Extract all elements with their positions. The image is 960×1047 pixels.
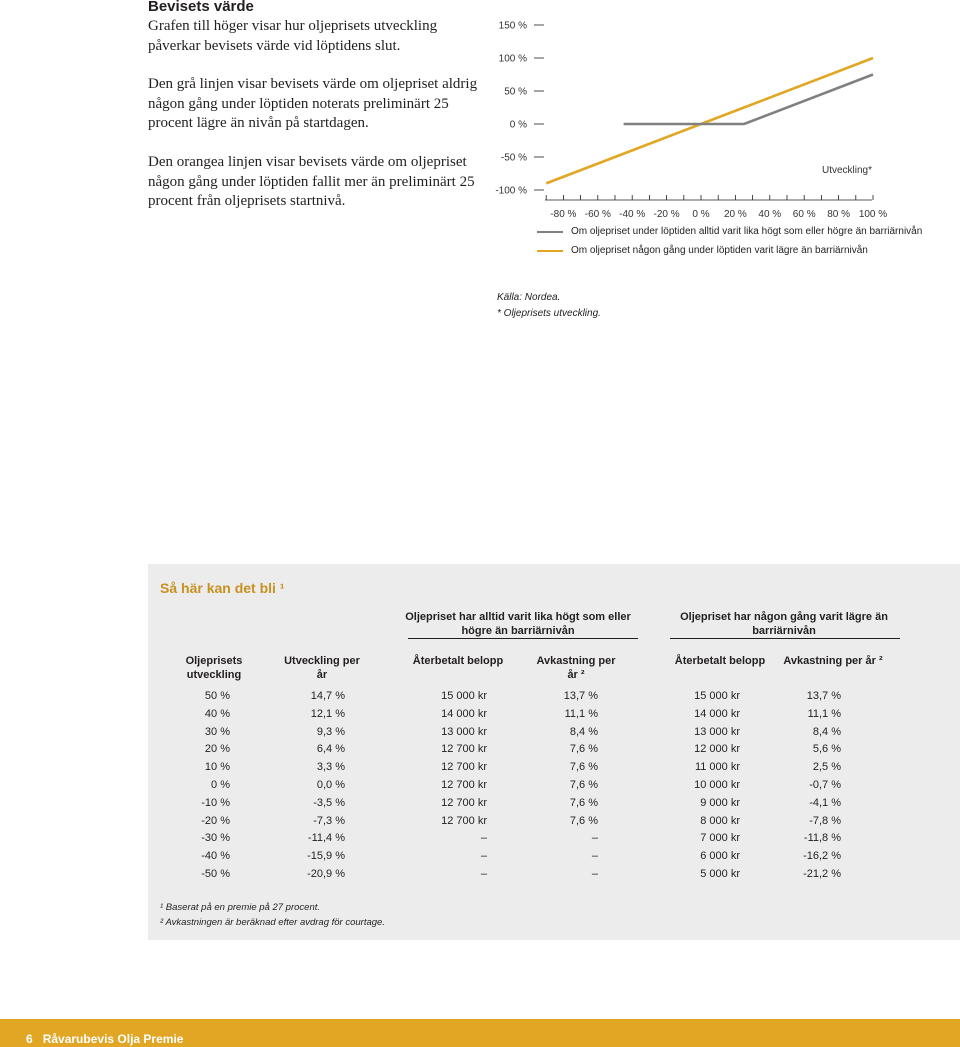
table-cell: – <box>591 832 598 845</box>
value-chart <box>490 18 890 218</box>
x-tick-label: 40 % <box>758 209 782 218</box>
table-row <box>148 848 960 866</box>
x-tick-label: 20 % <box>724 209 747 218</box>
table-cell: 14 000 kr <box>694 707 740 720</box>
table-cell: 30 % <box>204 725 230 738</box>
table-title: Så här kan det bli ¹ <box>160 580 285 596</box>
table-cell: -3,5 % <box>313 796 345 809</box>
legend-orange-label: Om oljepriset någon gång under löptiden varit lägre än barriärnivån <box>571 245 868 256</box>
x-tick-label: 80 % <box>827 209 850 218</box>
table-cell: -40 % <box>201 850 230 863</box>
table-cell: 12 700 kr <box>441 814 487 827</box>
x-tick-label: -80 % <box>550 209 577 218</box>
section-heading: Bevisets värde <box>148 0 254 15</box>
orange-line-paragraph: Den orangea linjen visar bevisets värde om oljepriset någon gång under löptiden fallit mer än preliminärt 25 procent från oljeprisets startnivå. <box>148 154 475 209</box>
col-oil-change: Oljeprisets utveckling <box>185 655 243 681</box>
table-cell: 0 % <box>211 779 230 791</box>
x-tick-label: -40 % <box>619 209 646 218</box>
table-row <box>148 813 960 831</box>
table-cell: 5 000 kr <box>700 868 740 880</box>
table-cell: 13 000 kr <box>441 725 487 738</box>
table-cell: 7,6 % <box>569 814 598 827</box>
y-tick-label: 0 % <box>509 119 527 131</box>
table-cell: 7 000 kr <box>700 832 740 845</box>
legend-grey-label: Om oljepriset under löptiden alltid varit lika högt som eller högre än barriärnivån <box>571 226 923 237</box>
table-cell: 12,1 % <box>310 707 345 720</box>
table-cell: 7,6 % <box>569 796 598 809</box>
legend-grey-swatch <box>537 231 563 233</box>
x-tick-label: -60 % <box>584 209 611 218</box>
table-cell: 13,7 % <box>806 690 841 702</box>
table-cell: 8 000 kr <box>700 814 740 827</box>
table-cell: 50 % <box>204 690 230 702</box>
group-rule-above <box>408 638 638 639</box>
table-cell: -15,9 % <box>307 850 345 863</box>
table-cell: 13 000 kr <box>694 725 740 738</box>
x-tick-label: -20 % <box>653 209 680 218</box>
table-cell: 15 000 kr <box>441 690 487 702</box>
table-row <box>148 724 960 742</box>
table-cell: 7,6 % <box>569 761 598 774</box>
footnote-asterisk: * Oljeprisets utveckling. <box>497 308 601 319</box>
table-cell: 10 000 kr <box>694 779 740 791</box>
table-cell: 2,5 % <box>812 761 841 774</box>
table-row <box>148 741 960 759</box>
table-cell: 6 000 kr <box>700 850 740 863</box>
table-cell: 11,1 % <box>807 707 841 720</box>
table-row <box>148 759 960 777</box>
table-cell: 12 700 kr <box>441 779 487 791</box>
table-cell: – <box>591 850 598 863</box>
table-cell: 12 700 kr <box>441 743 487 756</box>
table-cell: -30 % <box>201 832 230 845</box>
example-table-panel <box>148 564 960 940</box>
table-cell: 8,4 % <box>569 725 598 738</box>
col-repaid-2: Återbetalt belopp <box>674 655 766 667</box>
group-header-above-barrier: Oljepriset har alltid varit lika högt som eller högre än barriärnivån <box>405 611 631 637</box>
table-cell: 7,6 % <box>569 779 598 791</box>
table-cell: – <box>480 850 487 863</box>
table-cell: 9 000 kr <box>700 796 740 809</box>
table-footnote-1: ¹ Baserat på en premie på 27 procent. <box>160 902 321 913</box>
table-cell: -0,7 % <box>809 779 841 791</box>
table-cell: – <box>591 868 598 880</box>
table-cell: 12 700 kr <box>441 761 487 774</box>
y-tick-label: -50 % <box>500 152 527 164</box>
table-cell: 7,6 % <box>569 743 598 756</box>
table-cell: 14 000 kr <box>441 707 487 720</box>
table-cell: -7,3 % <box>313 814 345 827</box>
table-cell: -4,1 % <box>809 796 841 809</box>
source-note: Källa: Nordea. <box>497 292 561 303</box>
table-cell: 5,6 % <box>812 743 841 756</box>
y-tick-label: 150 % <box>498 20 527 32</box>
table-row <box>148 688 960 706</box>
table-cell: -11,4 % <box>307 832 345 845</box>
table-cell: 8,4 % <box>812 725 841 738</box>
table-cell: -10 % <box>201 796 230 809</box>
y-tick-label: -100 % <box>495 185 527 197</box>
table-row <box>148 706 960 724</box>
table-cell: -20,9 % <box>307 868 345 880</box>
col-repaid-1: Återbetalt belopp <box>412 655 504 667</box>
page-number: 6 <box>26 1032 33 1046</box>
table-footnote-2: ² Avkastningen är beräknad efter avdrag för courtage. <box>160 917 385 928</box>
table-row <box>148 866 960 884</box>
x-tick-label: 60 % <box>792 209 816 218</box>
footer-label <box>26 1032 183 1046</box>
table-row <box>148 777 960 795</box>
table-cell: 11,1 % <box>564 707 598 720</box>
table-cell: 3,3 % <box>316 761 345 774</box>
table-cell: 11 000 kr <box>694 761 740 774</box>
table-cell: 6,4 % <box>316 743 345 756</box>
table-cell: 14,7 % <box>310 690 345 702</box>
x-tick-label: 100 % <box>858 209 888 218</box>
table-cell: – <box>480 832 487 845</box>
document-title: Råvarubevis Olja Premie <box>42 1032 184 1046</box>
table-cell: -20 % <box>201 814 230 827</box>
table-cell: 40 % <box>204 707 230 720</box>
table-cell: 10 % <box>204 761 230 774</box>
table-cell: 12 700 kr <box>441 796 487 809</box>
group-header-below-barrier: Oljepriset har någon gång varit lägre än barriärnivån <box>680 611 888 637</box>
table-cell: -21,2 % <box>803 868 841 880</box>
table-cell: -50 % <box>201 868 230 880</box>
table-cell: 13,7 % <box>563 690 598 702</box>
col-annual-change: Utveckling per år <box>284 655 360 681</box>
table-cell: 12 000 kr <box>694 743 740 756</box>
table-cell: – <box>480 868 487 880</box>
table-row <box>148 830 960 848</box>
grey-series-line <box>624 75 873 125</box>
grey-line-paragraph: Den grå linjen visar bevisets värde om oljepriset aldrig någon gång under löptiden noterats preliminärt 25 procent lägre än nivån på startdagen. <box>148 76 478 131</box>
table-cell: 9,3 % <box>316 725 345 738</box>
table-cell: 15 000 kr <box>694 690 740 702</box>
page-footer <box>0 1019 960 1047</box>
table-cell: -11,8 % <box>803 832 841 845</box>
table-cell: -16,2 % <box>803 850 841 863</box>
x-axis-title: Utveckling* <box>821 165 872 176</box>
table-cell: 0,0 % <box>316 779 345 791</box>
intro-paragraph: Grafen till höger visar hur oljeprisets utveckling påverkar bevisets värde vid löptidens slut. <box>148 18 438 54</box>
table-cell: 20 % <box>204 743 230 756</box>
group-rule-below <box>670 638 900 639</box>
table-row <box>148 795 960 813</box>
table-cell: -7,8 % <box>809 814 841 827</box>
col-return-2: Avkastning per år ² <box>783 655 883 667</box>
x-tick-label: 0 % <box>692 209 710 218</box>
legend-orange-swatch <box>537 250 563 252</box>
y-tick-label: 50 % <box>504 86 527 98</box>
y-tick-label: 100 % <box>498 53 527 65</box>
col-return-1: Avkastning per år ² <box>536 655 616 681</box>
